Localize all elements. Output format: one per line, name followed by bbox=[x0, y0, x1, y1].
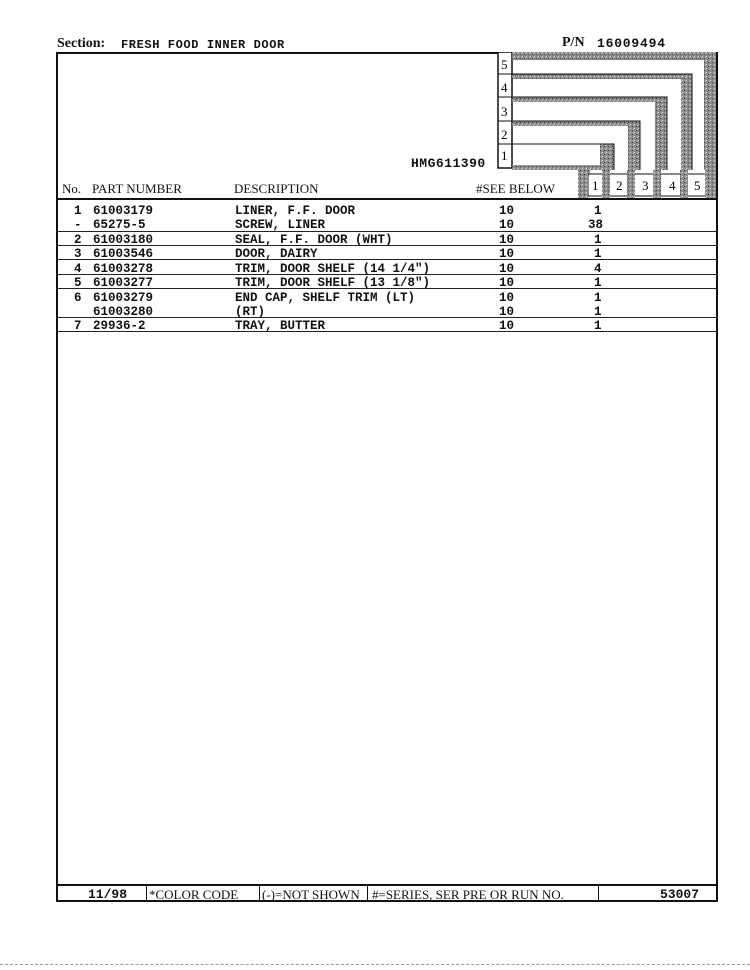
part-description: SEAL, F.F. DOOR (WHT) bbox=[235, 233, 393, 247]
item-number: - bbox=[74, 218, 82, 232]
part-number: 29936-2 bbox=[93, 319, 146, 333]
part-description: LINER, F.F. DOOR bbox=[235, 204, 356, 218]
series-value: 10 bbox=[499, 305, 515, 319]
series-column-label: 4 bbox=[669, 178, 676, 193]
series-column-label: 1 bbox=[592, 178, 599, 193]
series-column-label: 3 bbox=[642, 178, 649, 193]
series-value: 10 bbox=[499, 319, 515, 333]
series-column-label: 5 bbox=[694, 178, 701, 193]
row-divider bbox=[58, 259, 718, 260]
header-divider bbox=[56, 198, 718, 200]
quantity: 1 bbox=[594, 305, 602, 319]
footer-legend bbox=[56, 884, 718, 902]
section-value: FRESH FOOD INNER DOOR bbox=[121, 38, 285, 52]
row-divider bbox=[58, 231, 718, 232]
table-row bbox=[58, 204, 718, 218]
series-note: #=SERIES, SER PRE OR RUN NO. bbox=[372, 887, 564, 902]
part-number: 61003277 bbox=[93, 276, 154, 290]
series-value: 10 bbox=[499, 276, 515, 290]
not-shown-note: (-)=NOT SHOWN bbox=[262, 887, 360, 902]
part-description: TRAY, BUTTER bbox=[235, 319, 326, 333]
part-description: TRIM, DOOR SHELF (13 1/8") bbox=[235, 276, 431, 290]
quantity: 1 bbox=[594, 276, 602, 290]
part-number: 61003278 bbox=[93, 262, 154, 276]
series-stair-label: 1 bbox=[501, 148, 508, 163]
scan-edge-line bbox=[0, 964, 750, 965]
part-number: 65275-5 bbox=[93, 218, 146, 232]
row-divider bbox=[58, 288, 718, 289]
quantity: 38 bbox=[588, 218, 604, 232]
quantity: 1 bbox=[594, 233, 602, 247]
item-number: 2 bbox=[74, 233, 82, 247]
part-description: DOOR, DAIRY bbox=[235, 247, 318, 261]
series-column-label: 2 bbox=[616, 178, 623, 193]
series-value: 10 bbox=[499, 204, 515, 218]
row-divider bbox=[58, 245, 718, 246]
color-code-note: *COLOR CODE bbox=[149, 887, 239, 902]
series-chart bbox=[490, 52, 718, 198]
series-stair-label: 4 bbox=[501, 80, 508, 95]
item-number: 1 bbox=[74, 204, 82, 218]
part-number: 61003279 bbox=[93, 291, 154, 305]
section-label: Section: bbox=[57, 36, 106, 51]
revision-date: 11/98 bbox=[88, 887, 128, 902]
footer-divider bbox=[259, 886, 260, 902]
row-divider bbox=[58, 274, 718, 275]
model-code: HMG611390 bbox=[411, 156, 486, 171]
quantity: 1 bbox=[594, 247, 602, 261]
series-value: 10 bbox=[499, 233, 515, 247]
quantity: 4 bbox=[594, 262, 602, 276]
item-number: 7 bbox=[74, 319, 82, 333]
series-value: 10 bbox=[499, 291, 515, 305]
footer-divider bbox=[598, 886, 599, 902]
part-number: 61003180 bbox=[93, 233, 154, 247]
series-value: 10 bbox=[499, 218, 515, 232]
part-number-value: 16009494 bbox=[597, 36, 666, 51]
item-number: 4 bbox=[74, 262, 82, 276]
column-header-see-below: #SEE BELOW bbox=[476, 181, 556, 196]
item-number: 3 bbox=[74, 247, 82, 261]
quantity: 1 bbox=[594, 291, 602, 305]
part-description: (RT) bbox=[235, 305, 266, 319]
part-number: 61003179 bbox=[93, 204, 154, 218]
series-value: 10 bbox=[499, 247, 515, 261]
quantity: 1 bbox=[594, 319, 602, 333]
footer-divider bbox=[146, 886, 147, 902]
item-number: 6 bbox=[74, 291, 82, 305]
part-description: SCREW, LINER bbox=[235, 218, 326, 232]
column-header-part-number: PART NUMBER bbox=[92, 181, 182, 196]
row-divider bbox=[58, 331, 718, 332]
part-description: END CAP, SHELF TRIM (LT) bbox=[235, 291, 416, 305]
column-header-no: No. bbox=[62, 181, 82, 196]
part-number: 61003546 bbox=[93, 247, 154, 261]
part-description: TRIM, DOOR SHELF (14 1/4") bbox=[235, 262, 431, 276]
table-row bbox=[58, 218, 718, 232]
series-stair-label: 2 bbox=[501, 127, 508, 142]
part-number-label: P/N bbox=[562, 35, 585, 50]
column-header-description: DESCRIPTION bbox=[234, 181, 319, 196]
quantity: 1 bbox=[594, 204, 602, 218]
footer-divider bbox=[367, 886, 368, 902]
series-stair-label: 5 bbox=[501, 57, 508, 72]
part-number: 61003280 bbox=[93, 305, 154, 319]
page-number: 53007 bbox=[660, 887, 700, 902]
table-row bbox=[58, 291, 718, 305]
series-value: 10 bbox=[499, 262, 515, 276]
series-stair-label: 3 bbox=[501, 104, 508, 119]
row-divider bbox=[58, 317, 718, 318]
item-number: 5 bbox=[74, 276, 82, 290]
